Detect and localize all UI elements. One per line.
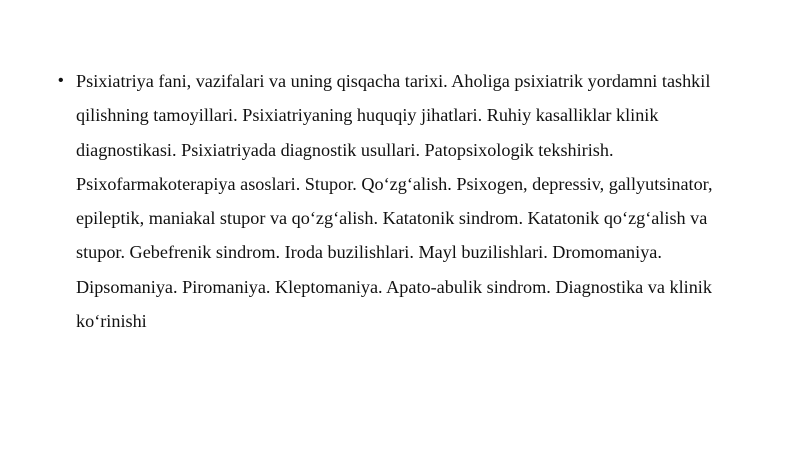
bullet-text: Psixiatriya fani, vazifalari va uning qisqacha tarixi. Aholiga psixiatrik yordamni tashkil qilishning tamoyillari. Psixiatriyaning huquqiy jihatlari. Ruhiy kasalliklar klinik diagnostikasi. Psixiatriyada diagnostik usullari. Patopsixologik tekshirish. Psixofarmakoterapiya asoslari. Stupor. Qo‘zg‘alish. Psixogen, depressiv, gallyutsinator, epileptik, maniakal stupor va qo‘zg‘alish. Katatonik sindrom. Katatonik qo‘zg‘alish va stupor. Gebefrenik sindrom. Iroda buzilishlari. Mayl buzilishlari. Dromomaniya. Dipsomaniya. Piromaniya. Kleptomaniya. Apato-abulik sindrom. Diagnostika va klinik ko‘rinishi <box>76 71 713 332</box>
bullet-list <box>58 64 758 338</box>
slide-content <box>58 64 758 338</box>
bullet-marker: • <box>58 72 64 89</box>
bullet-item <box>58 64 758 338</box>
